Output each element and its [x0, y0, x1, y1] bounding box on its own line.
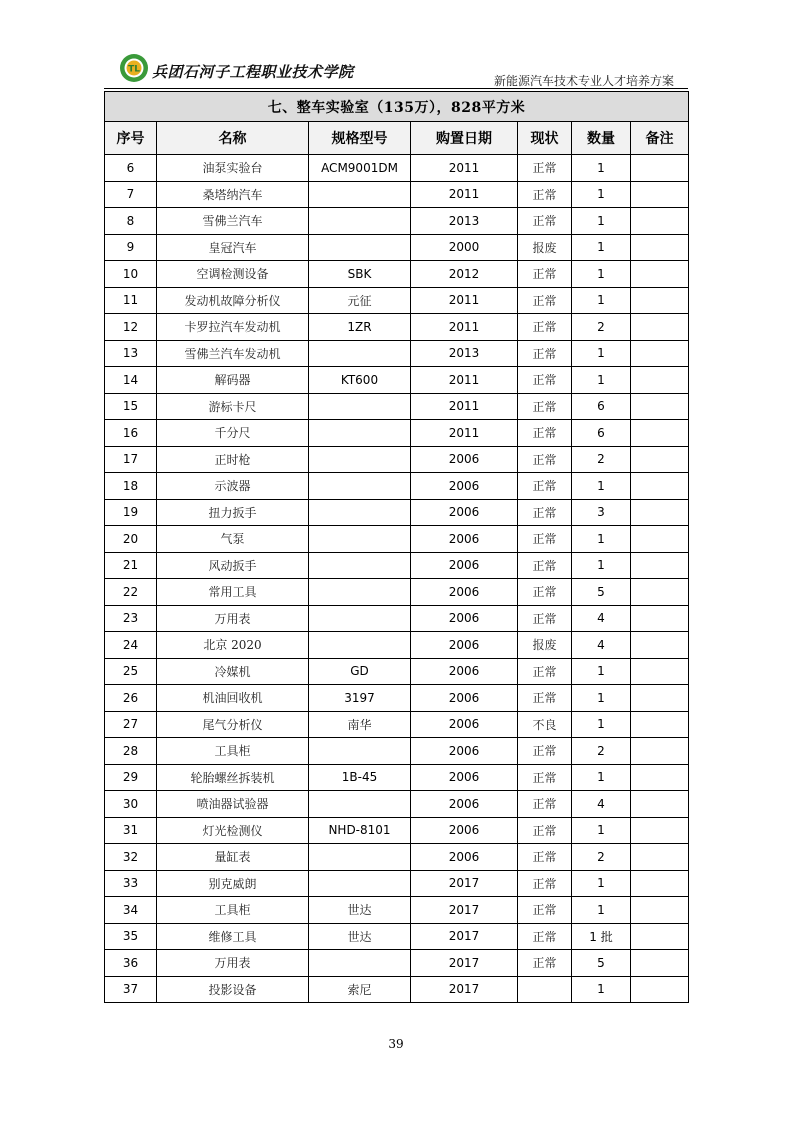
cell-index: 9: [105, 234, 157, 261]
cell-model: [309, 552, 411, 579]
cell-index: 25: [105, 658, 157, 685]
cell-index: 22: [105, 579, 157, 606]
cell-notes: [631, 208, 689, 235]
cell-notes: [631, 499, 689, 526]
cell-model: 世达: [309, 897, 411, 924]
cell-model: [309, 844, 411, 871]
cell-quantity: 1: [572, 897, 631, 924]
cell-model: [309, 473, 411, 500]
cell-model: [309, 208, 411, 235]
cell-index: 12: [105, 314, 157, 341]
cell-status: 正常: [518, 738, 572, 765]
cell-status: 正常: [518, 446, 572, 473]
table-row: [105, 976, 689, 1003]
cell-name: 量缸表: [157, 844, 309, 871]
svg-text:TL: TL: [128, 64, 140, 75]
cell-name: 空调检测设备: [157, 261, 309, 288]
cell-index: 16: [105, 420, 157, 447]
cell-notes: [631, 844, 689, 871]
table-row: [105, 340, 689, 367]
cell-name: 灯光检测仪: [157, 817, 309, 844]
cell-date: 2006: [411, 499, 518, 526]
cell-quantity: 1: [572, 234, 631, 261]
cell-notes: [631, 526, 689, 553]
cell-status: 正常: [518, 817, 572, 844]
cell-quantity: 1: [572, 181, 631, 208]
cell-index: 35: [105, 923, 157, 950]
cell-status: 正常: [518, 340, 572, 367]
cell-status: 正常: [518, 552, 572, 579]
table-header-row: [105, 122, 689, 155]
cell-notes: [631, 923, 689, 950]
cell-notes: [631, 950, 689, 977]
cell-index: 31: [105, 817, 157, 844]
header-divider: [104, 88, 688, 89]
cell-notes: [631, 393, 689, 420]
table-row: [105, 287, 689, 314]
cell-index: 19: [105, 499, 157, 526]
cell-name: 尾气分析仪: [157, 711, 309, 738]
cell-quantity: 4: [572, 791, 631, 818]
cell-name: 发动机故障分析仪: [157, 287, 309, 314]
table-row: [105, 738, 689, 765]
cell-date: 2006: [411, 844, 518, 871]
cell-date: 2017: [411, 950, 518, 977]
cell-index: 23: [105, 605, 157, 632]
section-title: 七、整车实验室（135万），828平方米: [105, 92, 689, 122]
cell-model: 南华: [309, 711, 411, 738]
cell-status: 正常: [518, 897, 572, 924]
cell-model: 1B-45: [309, 764, 411, 791]
cell-date: 2013: [411, 340, 518, 367]
cell-status: 正常: [518, 844, 572, 871]
cell-status: 报废: [518, 632, 572, 659]
cell-notes: [631, 579, 689, 606]
cell-quantity: 1: [572, 261, 631, 288]
table-row: [105, 658, 689, 685]
cell-date: 2006: [411, 579, 518, 606]
cell-date: 2006: [411, 711, 518, 738]
cell-quantity: 1: [572, 685, 631, 712]
cell-status: 正常: [518, 367, 572, 394]
cell-model: [309, 234, 411, 261]
cell-name: 风动扳手: [157, 552, 309, 579]
cell-model: [309, 632, 411, 659]
cell-notes: [631, 367, 689, 394]
table-row: [105, 155, 689, 182]
cell-status: 正常: [518, 685, 572, 712]
cell-status: 正常: [518, 314, 572, 341]
cell-quantity: 1: [572, 711, 631, 738]
cell-model: NHD-8101: [309, 817, 411, 844]
cell-quantity: 1: [572, 552, 631, 579]
cell-quantity: 1: [572, 976, 631, 1003]
cell-date: 2012: [411, 261, 518, 288]
cell-quantity: 1: [572, 155, 631, 182]
cell-name: 工具柜: [157, 897, 309, 924]
cell-notes: [631, 340, 689, 367]
cell-index: 11: [105, 287, 157, 314]
table-row: [105, 632, 689, 659]
cell-status: 正常: [518, 393, 572, 420]
cell-status: 正常: [518, 473, 572, 500]
cell-model: KT600: [309, 367, 411, 394]
cell-index: 28: [105, 738, 157, 765]
cell-index: 10: [105, 261, 157, 288]
table-row: [105, 234, 689, 261]
table-row: [105, 579, 689, 606]
cell-quantity: 1: [572, 817, 631, 844]
cell-date: 2013: [411, 208, 518, 235]
cell-notes: [631, 738, 689, 765]
equipment-table: [104, 91, 689, 1003]
cell-index: 13: [105, 340, 157, 367]
cell-model: [309, 393, 411, 420]
school-name: 兵团石河子工程职业技术学院: [152, 63, 354, 81]
table-row: [105, 817, 689, 844]
table-row: [105, 393, 689, 420]
table-row: [105, 791, 689, 818]
cell-date: 2006: [411, 526, 518, 553]
cell-index: 30: [105, 791, 157, 818]
col-header-quantity: 数量: [572, 122, 631, 155]
table-row: [105, 499, 689, 526]
cell-model: [309, 605, 411, 632]
cell-name: 千分尺: [157, 420, 309, 447]
cell-date: 2011: [411, 287, 518, 314]
table-row: [105, 897, 689, 924]
cell-date: 2017: [411, 923, 518, 950]
cell-date: 2006: [411, 791, 518, 818]
cell-status: 正常: [518, 208, 572, 235]
cell-notes: [631, 261, 689, 288]
cell-model: 1ZR: [309, 314, 411, 341]
table-row: [105, 420, 689, 447]
cell-model: GD: [309, 658, 411, 685]
cell-quantity: 1 批: [572, 923, 631, 950]
cell-date: 2006: [411, 605, 518, 632]
cell-quantity: 5: [572, 579, 631, 606]
cell-index: 24: [105, 632, 157, 659]
cell-model: [309, 870, 411, 897]
cell-notes: [631, 817, 689, 844]
table-row: [105, 208, 689, 235]
cell-quantity: 4: [572, 632, 631, 659]
cell-quantity: 1: [572, 367, 631, 394]
cell-name: 气泵: [157, 526, 309, 553]
cell-status: 正常: [518, 605, 572, 632]
cell-model: [309, 420, 411, 447]
cell-name: 解码器: [157, 367, 309, 394]
cell-model: [309, 446, 411, 473]
cell-date: 2006: [411, 658, 518, 685]
col-header-status: 现状: [518, 122, 572, 155]
table-row: [105, 870, 689, 897]
table-row: [105, 552, 689, 579]
table-row: [105, 446, 689, 473]
cell-name: 皇冠汽车: [157, 234, 309, 261]
cell-model: [309, 499, 411, 526]
page-number: 39: [388, 1037, 404, 1051]
cell-name: 卡罗拉汽车发动机: [157, 314, 309, 341]
cell-notes: [631, 314, 689, 341]
col-header-notes: 备注: [631, 122, 689, 155]
cell-notes: [631, 685, 689, 712]
cell-quantity: 1: [572, 208, 631, 235]
cell-name: 机油回收机: [157, 685, 309, 712]
school-logo: [119, 53, 149, 83]
cell-notes: [631, 234, 689, 261]
cell-name: 别克威朗: [157, 870, 309, 897]
cell-status: 正常: [518, 791, 572, 818]
cell-status: 正常: [518, 261, 572, 288]
cell-quantity: 2: [572, 844, 631, 871]
cell-date: 2006: [411, 685, 518, 712]
cell-name: 维修工具: [157, 923, 309, 950]
cell-notes: [631, 976, 689, 1003]
cell-status: 正常: [518, 950, 572, 977]
cell-notes: [631, 287, 689, 314]
cell-index: 33: [105, 870, 157, 897]
cell-quantity: 6: [572, 393, 631, 420]
cell-index: 29: [105, 764, 157, 791]
table-row: [105, 923, 689, 950]
cell-name: 北京 2020: [157, 632, 309, 659]
table-row: [105, 314, 689, 341]
table-row: [105, 367, 689, 394]
cell-index: 34: [105, 897, 157, 924]
cell-notes: [631, 711, 689, 738]
cell-name: 桑塔纳汽车: [157, 181, 309, 208]
col-header-model: 规格型号: [309, 122, 411, 155]
cell-notes: [631, 658, 689, 685]
cell-status: 正常: [518, 499, 572, 526]
cell-name: 扭力扳手: [157, 499, 309, 526]
table-row: [105, 473, 689, 500]
table-row: [105, 764, 689, 791]
cell-status: 正常: [518, 420, 572, 447]
cell-notes: [631, 632, 689, 659]
cell-status: 正常: [518, 579, 572, 606]
table-row: [105, 950, 689, 977]
cell-index: 27: [105, 711, 157, 738]
cell-status: 正常: [518, 287, 572, 314]
cell-model: [309, 579, 411, 606]
cell-model: 世达: [309, 923, 411, 950]
cell-date: 2011: [411, 393, 518, 420]
cell-name: 投影设备: [157, 976, 309, 1003]
cell-model: [309, 950, 411, 977]
cell-index: 37: [105, 976, 157, 1003]
cell-quantity: 1: [572, 526, 631, 553]
cell-status: 正常: [518, 764, 572, 791]
cell-notes: [631, 181, 689, 208]
cell-model: ACM9001DM: [309, 155, 411, 182]
cell-notes: [631, 446, 689, 473]
cell-date: 2017: [411, 976, 518, 1003]
cell-index: 8: [105, 208, 157, 235]
col-header-index: 序号: [105, 122, 157, 155]
cell-notes: [631, 791, 689, 818]
cell-quantity: 1: [572, 764, 631, 791]
cell-date: 2011: [411, 420, 518, 447]
cell-notes: [631, 473, 689, 500]
cell-quantity: 3: [572, 499, 631, 526]
col-header-name: 名称: [157, 122, 309, 155]
cell-status: 正常: [518, 923, 572, 950]
cell-status: [518, 976, 572, 1003]
cell-date: 2000: [411, 234, 518, 261]
cell-name: 常用工具: [157, 579, 309, 606]
cell-index: 7: [105, 181, 157, 208]
cell-status: 正常: [518, 155, 572, 182]
table-row: [105, 605, 689, 632]
cell-date: 2017: [411, 897, 518, 924]
cell-status: 正常: [518, 526, 572, 553]
cell-quantity: 2: [572, 738, 631, 765]
cell-quantity: 1: [572, 658, 631, 685]
cell-status: 正常: [518, 181, 572, 208]
cell-index: 20: [105, 526, 157, 553]
cell-date: 2006: [411, 817, 518, 844]
cell-name: 喷油器试验器: [157, 791, 309, 818]
cell-quantity: 5: [572, 950, 631, 977]
cell-index: 36: [105, 950, 157, 977]
cell-name: 万用表: [157, 950, 309, 977]
cell-notes: [631, 420, 689, 447]
cell-status: 不良: [518, 711, 572, 738]
table-row: [105, 685, 689, 712]
cell-date: 2011: [411, 367, 518, 394]
cell-quantity: 1: [572, 287, 631, 314]
cell-name: 雪佛兰汽车: [157, 208, 309, 235]
cell-date: 2006: [411, 738, 518, 765]
cell-name: 正时枪: [157, 446, 309, 473]
cell-name: 游标卡尺: [157, 393, 309, 420]
cell-notes: [631, 155, 689, 182]
cell-model: [309, 181, 411, 208]
cell-date: 2011: [411, 314, 518, 341]
table-row: [105, 526, 689, 553]
cell-model: SBK: [309, 261, 411, 288]
cell-model: 元征: [309, 287, 411, 314]
cell-quantity: 1: [572, 340, 631, 367]
cell-notes: [631, 605, 689, 632]
cell-model: 3197: [309, 685, 411, 712]
col-header-date: 购置日期: [411, 122, 518, 155]
table-row: [105, 261, 689, 288]
cell-quantity: 4: [572, 605, 631, 632]
table-row: [105, 711, 689, 738]
document-title: 新能源汽车技术专业人才培养方案: [493, 74, 674, 88]
cell-index: 32: [105, 844, 157, 871]
cell-date: 2006: [411, 446, 518, 473]
cell-index: 21: [105, 552, 157, 579]
cell-quantity: 2: [572, 446, 631, 473]
cell-status: 正常: [518, 658, 572, 685]
cell-date: 2006: [411, 473, 518, 500]
cell-name: 示波器: [157, 473, 309, 500]
cell-index: 15: [105, 393, 157, 420]
cell-model: [309, 340, 411, 367]
cell-date: 2006: [411, 764, 518, 791]
table-row: [105, 844, 689, 871]
cell-model: 索尼: [309, 976, 411, 1003]
cell-quantity: 1: [572, 870, 631, 897]
cell-model: [309, 738, 411, 765]
cell-notes: [631, 870, 689, 897]
cell-notes: [631, 552, 689, 579]
cell-date: 2006: [411, 552, 518, 579]
cell-index: 17: [105, 446, 157, 473]
cell-date: 2011: [411, 181, 518, 208]
cell-model: [309, 791, 411, 818]
cell-notes: [631, 897, 689, 924]
cell-date: 2011: [411, 155, 518, 182]
cell-name: 冷媒机: [157, 658, 309, 685]
cell-name: 轮胎螺丝拆装机: [157, 764, 309, 791]
table-row: [105, 181, 689, 208]
cell-quantity: 1: [572, 473, 631, 500]
table-body: [105, 155, 689, 1003]
cell-date: 2006: [411, 632, 518, 659]
cell-date: 2017: [411, 870, 518, 897]
cell-model: [309, 526, 411, 553]
cell-name: 工具柜: [157, 738, 309, 765]
cell-index: 14: [105, 367, 157, 394]
cell-status: 正常: [518, 870, 572, 897]
cell-quantity: 6: [572, 420, 631, 447]
cell-quantity: 2: [572, 314, 631, 341]
cell-index: 6: [105, 155, 157, 182]
cell-name: 油泵实验台: [157, 155, 309, 182]
cell-name: 万用表: [157, 605, 309, 632]
cell-name: 雪佛兰汽车发动机: [157, 340, 309, 367]
cell-index: 18: [105, 473, 157, 500]
cell-notes: [631, 764, 689, 791]
cell-status: 报废: [518, 234, 572, 261]
cell-index: 26: [105, 685, 157, 712]
